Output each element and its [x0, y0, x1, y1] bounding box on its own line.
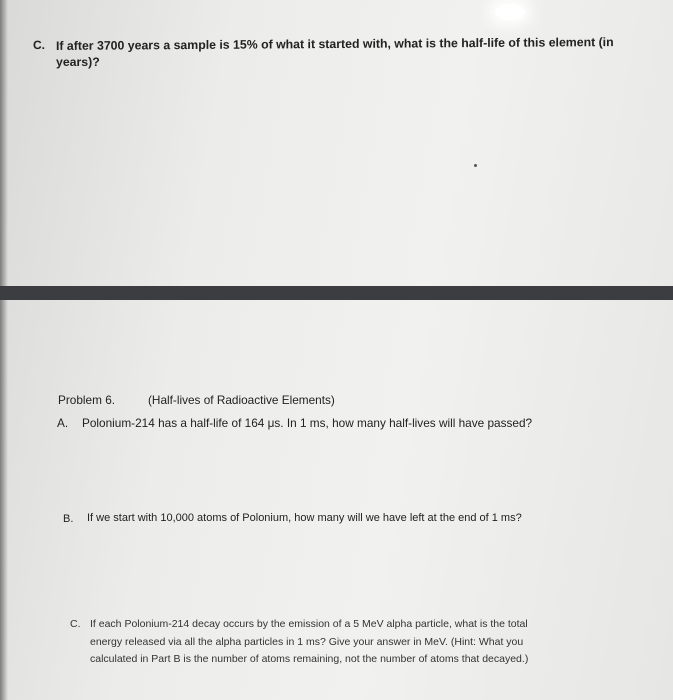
part-c-question-line2: energy released via all the alpha particles in 1 ms? Give your answer in MeV. (Hint: What you [90, 636, 524, 648]
part-b-question: If we start with 10,000 atoms of Polonium, how many will we have left at the end of 1 ms? [87, 512, 522, 524]
prev-part-c-label: C. [33, 37, 45, 53]
part-c-label: C. [70, 618, 81, 630]
part-b-label: B. [63, 513, 74, 525]
prev-part-c-question-line1: If after 3700 years a sample is 15% of what it started with, what is the half-life of this element (in [56, 35, 614, 53]
problem-number: Problem 6. [58, 393, 116, 407]
monitor-edge [0, 0, 8, 700]
section-divider [0, 286, 673, 300]
stray-mark [474, 164, 477, 167]
part-c-question-line3: calculated in Part B is the number of atoms remaining, not the number of atoms that decayed.) [90, 653, 529, 665]
screen-glare [495, 4, 525, 20]
part-a-question: Polonium-214 has a half-life of 164 μs. In 1 ms, how many half-lives will have passed? [82, 416, 533, 430]
part-c-question-line1: If each Polonium-214 decay occurs by the emission of a 5 MeV alpha particle, what is the total [90, 618, 528, 630]
part-a-label: A. [57, 416, 69, 430]
prev-part-c-question-line2: years)? [56, 55, 100, 69]
problem-title: (Half-lives of Radioactive Elements) [148, 393, 335, 407]
